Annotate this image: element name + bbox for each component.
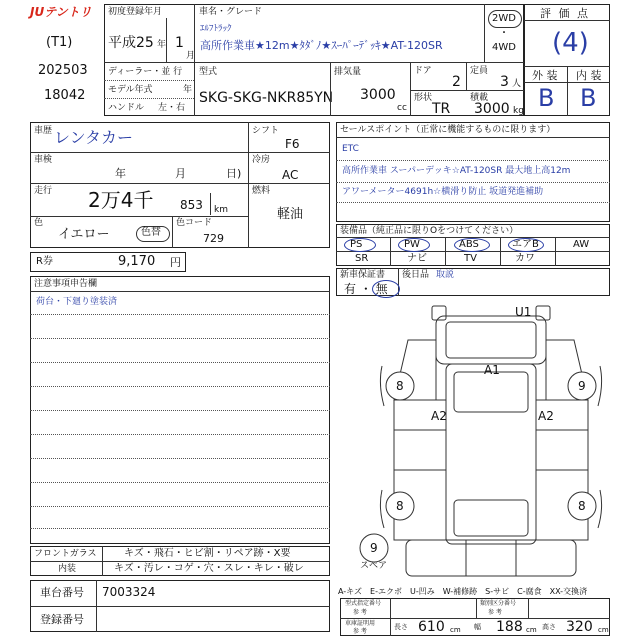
first-registration-month: 1: [175, 35, 184, 51]
divider: [30, 362, 330, 363]
divider: [248, 122, 249, 248]
interior-label: 内 装: [576, 69, 602, 82]
divider: [194, 62, 195, 116]
divider: [172, 216, 173, 248]
ref-label-2: 参 考: [488, 609, 502, 616]
load-value: 3000: [474, 101, 510, 117]
car-name-line1: ｴﾙﾌﾄﾗｯｸ: [200, 24, 232, 34]
load-label: 積載: [470, 93, 489, 103]
notes-label: 注意事項申告欄: [34, 279, 98, 289]
divider: [555, 237, 556, 266]
divider: [528, 598, 529, 618]
drive-dot: ・: [499, 28, 509, 39]
damage-mark-a1: A1: [484, 363, 500, 377]
divider: [30, 338, 330, 339]
length-unit: cm: [450, 626, 461, 634]
mileage-sub-value: 853: [180, 198, 203, 212]
divider: [410, 90, 524, 91]
load-unit: kg: [513, 106, 524, 116]
divider: [30, 386, 330, 387]
lot-number: (T1): [46, 35, 73, 50]
divider: [390, 598, 391, 636]
windshield-outline: [446, 322, 536, 358]
width-value: 188: [496, 619, 523, 635]
height-value: 320: [566, 619, 593, 635]
mileage-value: 2万4千: [88, 188, 154, 212]
divider: [330, 62, 331, 116]
warranty-label: 新車保証書: [340, 270, 386, 280]
doors-label: ドア: [414, 66, 432, 76]
damage-mark-front-right-wheel: 9: [578, 379, 586, 393]
divider: [30, 314, 330, 315]
displacement-value: 3000: [360, 87, 396, 103]
equipment-navi: ナビ: [407, 253, 427, 264]
divider: [390, 237, 391, 266]
height-unit: cm: [598, 626, 609, 634]
divider: [567, 66, 568, 116]
divider: [336, 202, 610, 203]
width-unit: cm: [526, 626, 537, 634]
color-label: 色: [34, 218, 44, 228]
divider: [104, 62, 524, 63]
front-right-arch: [598, 366, 602, 406]
shift-label: シフト: [252, 126, 280, 136]
fuel-label: 燃料: [252, 186, 271, 196]
divider: [524, 20, 610, 21]
front-glass-label: フロントガラス: [34, 549, 97, 559]
damage-legend: A-キズ E-エクボ U-凹み W-補修跡 S-サビ C-腐食 XX-交換済: [338, 587, 588, 596]
first-registration-year-suffix: 年: [157, 40, 167, 50]
rear-left-arch: [380, 490, 384, 528]
ac-label: 冷房: [252, 155, 271, 165]
spare-label: スペア: [360, 561, 388, 571]
damage-mark-rear-right-wheel: 8: [578, 499, 586, 513]
dealer-label: ディーラー・並 行: [108, 67, 183, 77]
divider: [210, 193, 211, 215]
divider: [336, 137, 610, 138]
color-code-value: 729: [203, 232, 224, 245]
cab-roof-outline: [436, 316, 546, 364]
divider: [336, 182, 610, 183]
divider: [524, 82, 610, 83]
recycle-unit: 円: [170, 256, 181, 269]
divider: [30, 528, 330, 529]
post-install-label: 後日品: [402, 270, 430, 280]
divider: [30, 216, 248, 217]
divider: [30, 482, 330, 483]
capacity-label: 定員: [470, 66, 489, 76]
evaluation-label: 評 価 点: [540, 7, 590, 20]
divider: [30, 410, 330, 411]
entry-number: 18042: [44, 88, 86, 103]
interior-condition-value: キズ・汚レ・コゲ・穴・スレ・キレ・破レ: [114, 563, 304, 574]
recycle-box: [30, 252, 186, 272]
divider: [30, 506, 330, 507]
first-registration-era: 平成25: [108, 35, 154, 51]
shape-value: TR: [432, 101, 451, 117]
sales-points-label: セールスポイント（正常に機能するものに限ります）: [340, 125, 556, 135]
doors-value: 2: [452, 74, 461, 90]
ref-label-3: 参 考: [353, 628, 367, 635]
chassis-number-label: 車台番号: [40, 586, 84, 599]
registration-number-label: 登録番号: [40, 613, 84, 626]
divider: [30, 458, 330, 459]
front-glass-value: キズ・飛石・ヒビ割・リペア跡・X要: [124, 548, 291, 559]
divider: [30, 606, 330, 607]
inspection-month-suffix: 月: [175, 167, 186, 180]
equipment-label: 装備品（純正品に限りOをつけてください）: [340, 226, 519, 236]
equipment-aw: AW: [573, 239, 590, 250]
model-code-label: 型式: [199, 67, 218, 77]
inspection-label: 車検: [34, 155, 53, 165]
inspection-year-suffix: 年: [115, 167, 126, 180]
model-designation-label: 型式指定番号: [345, 600, 382, 607]
divider: [30, 152, 248, 153]
damage-mark-u1: U1: [515, 305, 532, 319]
rear-deck-outline: [406, 540, 576, 576]
capacity-unit: 人: [512, 79, 522, 89]
fuel-value: 軽油: [277, 207, 304, 222]
divider: [410, 62, 411, 116]
warranty-selected-circle: [372, 280, 400, 298]
equipment-sr: SR: [355, 253, 369, 264]
damage-mark-a2-left: A2: [431, 409, 447, 423]
ref-label-1: 参 考: [353, 609, 367, 616]
divider: [484, 4, 485, 62]
handle-value: 左・右: [158, 103, 186, 113]
front-left-arch: [380, 366, 384, 406]
evaluation-score: (4): [552, 28, 589, 58]
length-label: 長さ: [394, 623, 408, 631]
inspection-day-suffix: 日): [226, 167, 242, 180]
vehicle-cert-label: 車庫証明用: [345, 620, 376, 627]
warranty-value: 有 ・ 無: [344, 282, 388, 296]
width-label: 幅: [474, 623, 481, 631]
equipment-leather: カワ: [515, 253, 535, 264]
color-change-tag: 色替: [141, 227, 161, 238]
auction-date: 202503: [38, 63, 88, 78]
category-label: 類別区分番号: [480, 600, 517, 607]
divider: [30, 561, 330, 562]
rear-right-arch: [598, 490, 602, 528]
first-registration-month-suffix: 月: [186, 51, 196, 61]
interior-grade: B: [580, 84, 597, 112]
interior-condition-label: 内装: [58, 564, 77, 574]
divider: [476, 598, 477, 618]
auction-logo: JUテントリ: [30, 5, 92, 19]
history-label: 車歴: [34, 126, 53, 136]
recycle-value: 9,170: [118, 254, 156, 269]
divider: [104, 80, 194, 81]
damage-mark-spare: 9: [370, 541, 378, 555]
shape-label: 形状: [414, 93, 433, 103]
bed-front-panel: [454, 372, 528, 412]
divider: [445, 237, 446, 266]
first-registration-label: 初度登録年月: [108, 7, 163, 17]
length-value: 610: [418, 619, 445, 635]
color-value: イエロー: [58, 227, 110, 242]
divider: [248, 183, 330, 184]
car-name-line2: 高所作業車★12m★ﾀﾀﾞﾉ★ｽｰﾊﾟｰﾃﾞｯｷ★AT-120SR: [200, 39, 443, 52]
notes-line-1: 荷台・下廻り塗装済: [36, 297, 118, 307]
exterior-label: 外 装: [532, 69, 558, 82]
equipment-ps: PS: [350, 239, 363, 250]
history-value: レンタカー: [54, 128, 133, 147]
drive-4wd: 4WD: [492, 42, 516, 53]
divider: [104, 98, 194, 99]
divider: [466, 62, 467, 90]
divider: [166, 18, 167, 62]
model-code-value: SKG-SKG-NKR85YN: [199, 90, 334, 106]
damage-mark-a2-right: A2: [538, 409, 554, 423]
equipment-airbag: エアB: [512, 239, 539, 250]
divider: [30, 183, 248, 184]
car-name-label: 車名・グレード: [199, 7, 263, 17]
mileage-unit: km: [214, 205, 228, 215]
model-year-label: モデル年式: [108, 85, 153, 95]
equipment-pw: PW: [404, 239, 420, 250]
divider: [30, 434, 330, 435]
equipment-tv: TV: [464, 253, 477, 264]
height-label: 高さ: [542, 623, 556, 631]
ac-value: AC: [282, 168, 299, 182]
divider: [30, 291, 330, 292]
sales-point-line-2: 高所作業車 スーパーデッキ☆AT-120SR 最大地上高12m: [342, 166, 571, 176]
equipment-abs: ABS: [459, 239, 479, 250]
model-year-suffix: 年: [183, 85, 193, 95]
sales-point-line-3: アワーメーター4691h☆横滑り防止 坂道発進補助: [342, 187, 544, 197]
divider: [500, 237, 501, 266]
mileage-label: 走行: [34, 186, 53, 196]
drive-2wd: 2WD: [492, 13, 516, 24]
bed-top-outline: [446, 364, 536, 544]
handle-label: ハンドル: [108, 103, 145, 113]
capacity-value: 3: [500, 74, 509, 90]
post-install-value: 取説: [436, 270, 455, 280]
bed-rear-panel: [454, 500, 528, 536]
chassis-number-value: 7003324: [102, 585, 156, 599]
damage-mark-rear-left-wheel: 8: [396, 499, 404, 513]
shift-value: F6: [285, 137, 300, 151]
color-code-label: 色コード: [176, 218, 213, 228]
recycle-label: R券: [36, 256, 53, 267]
sales-point-line-1: ETC: [342, 144, 359, 154]
damage-mark-front-left-wheel: 8: [396, 379, 404, 393]
divider: [248, 152, 330, 153]
displacement-unit: cc: [397, 103, 407, 113]
divider: [336, 160, 610, 161]
displacement-label: 排気量: [334, 67, 362, 77]
exterior-grade: B: [538, 84, 555, 112]
